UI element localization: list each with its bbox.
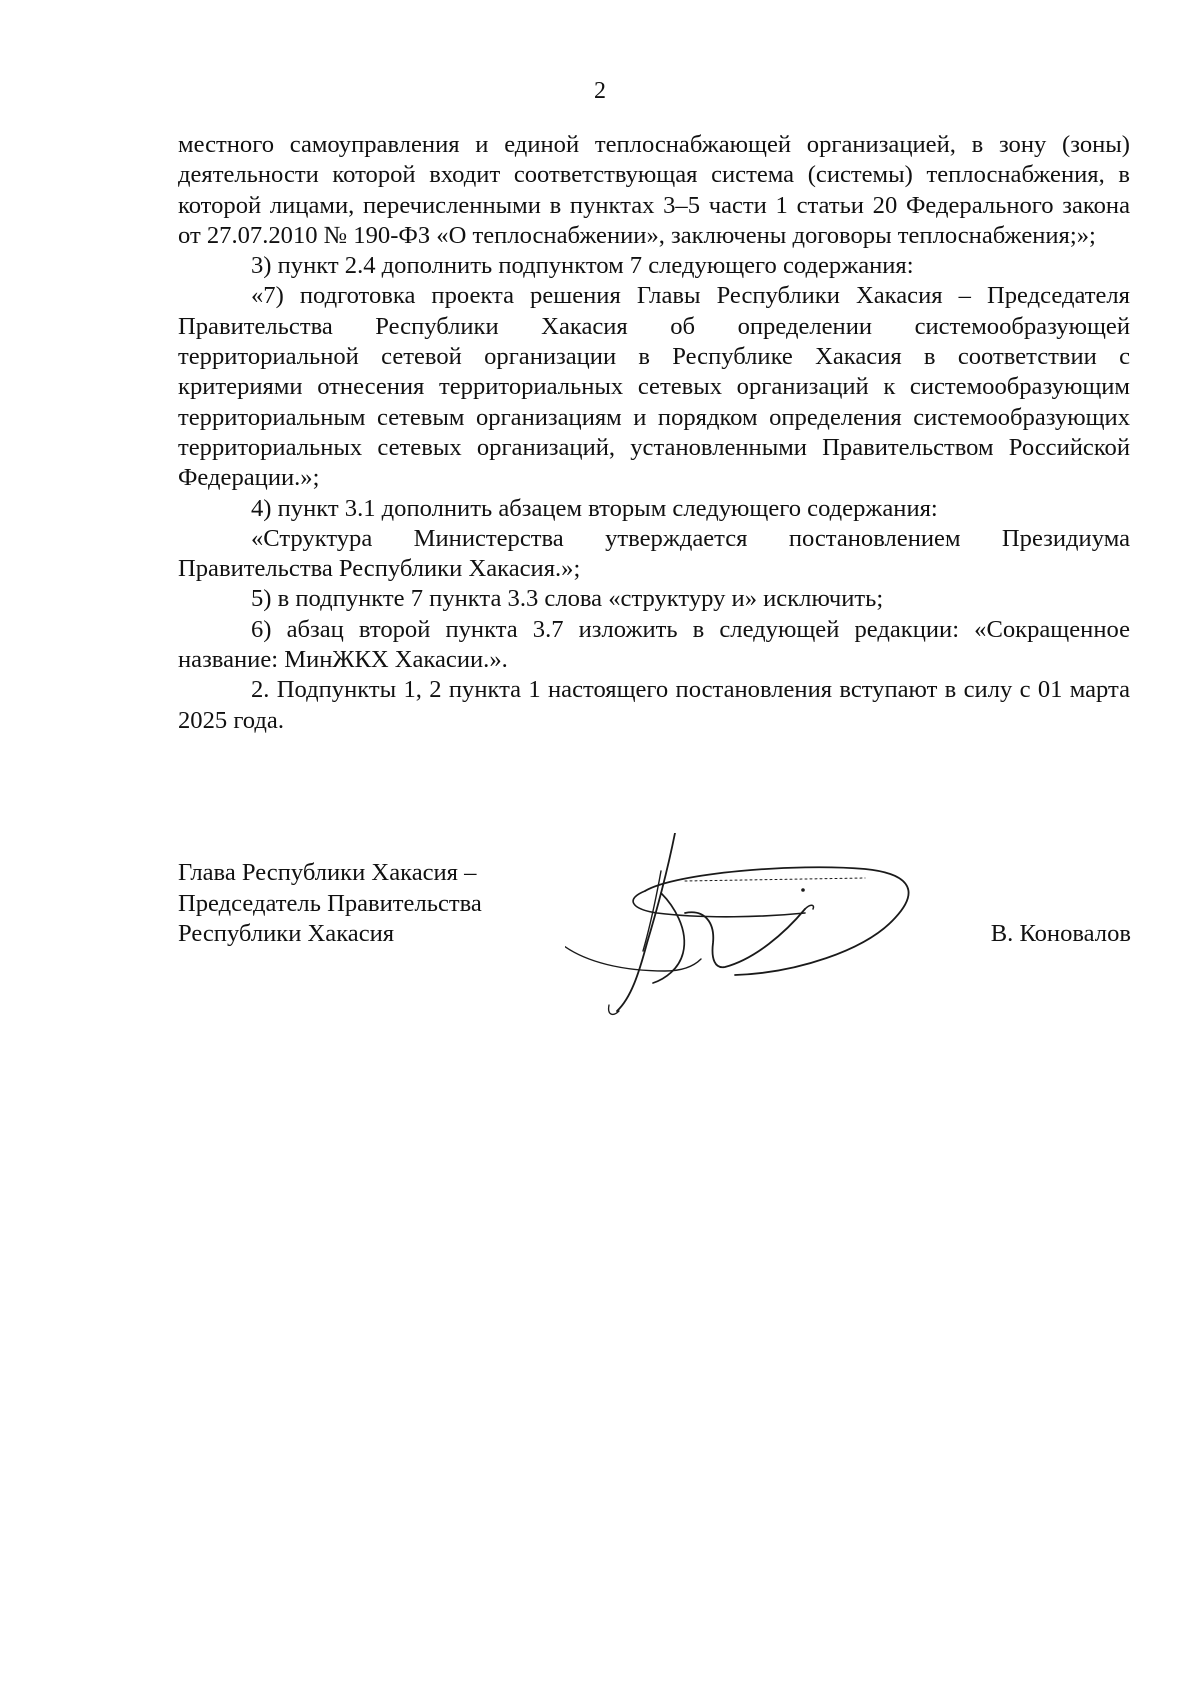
page-number: 2 xyxy=(594,78,606,104)
paragraph-subitem-7: «7) подготовка проекта решения Главы Республики Хакасия – Председателя Правительства Республики Хакасия об определении системообразующей территориальной сетевой организации в Республике Хакасия в соответствии с критериями отнесения территориальных сетевых организаций к системообразующим территориальным сетевым организациям и порядком определения системообразующих территориальных сетевых организаций, установленными Правительством Российской Федерации.»; xyxy=(178,282,1130,492)
paragraph-item-5: 5) в подпункте 7 пункта 3.3 слова «структуру и» исключить; xyxy=(251,585,884,613)
paragraph-section-2: 2. Подпункты 1, 2 пункта 1 настоящего постановления вступают в силу с 01 марта 2025 года. xyxy=(178,676,1130,734)
signer-name: В. Коновалов xyxy=(990,920,1131,947)
handwritten-signature-icon xyxy=(565,833,955,1018)
paragraph-structure-quote: «Структура Министерства утверждается постановлением Президиума Правительства Республики Хакасия.»; xyxy=(178,524,1130,583)
signatory-title-line: Глава Республики Хакасия – xyxy=(178,859,477,886)
paragraph-item-6: 6) абзац второй пункта 3.7 изложить в следующей редакции: «Сокращенное название: МинЖКХ Хакасии.». xyxy=(178,615,1130,674)
paragraph-item-4: 4) пункт 3.1 дополнить абзацем вторым следующего содержания: xyxy=(251,494,938,522)
document-body xyxy=(178,130,1130,736)
paragraph-continuation: местного самоуправления и единой теплоснабжающей организацией, в зону (зоны) деятельности которой входит соответствующая система (системы) теплоснабжения, в которой лицами, перечисленными в пунктах 3–5 части 1 статьи 20 Федерального закона от 27.07.2010 № 190-ФЗ «О теплоснабжении», заключены договоры теплоснабжения;»; xyxy=(178,131,1130,249)
paragraph-item-3: 3) пункт 2.4 дополнить подпунктом 7 следующего содержания: xyxy=(251,252,914,280)
signatory-title-line: Республики Хакасия xyxy=(178,920,395,947)
signatory-title-line: Председатель Правительства xyxy=(178,889,482,917)
signatory-title xyxy=(178,858,482,950)
